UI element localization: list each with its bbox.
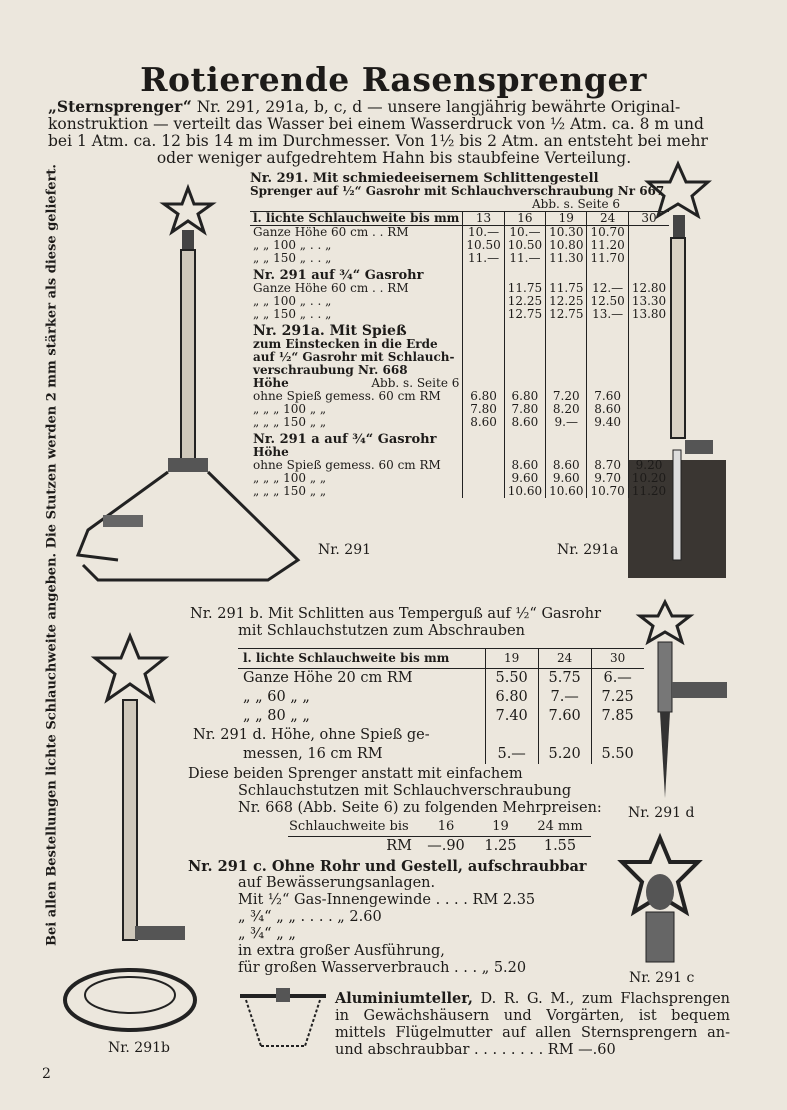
- s291a-title: Nr. 291a. Mit Spieß: [253, 323, 407, 339]
- mehr-table: Schlauchweite bis 16 19 24 mm RM —.90 1.25 1.55: [288, 817, 591, 856]
- table-row: „ „ 150 „ . . „ 12.75 12.75 13.— 13.80: [250, 308, 669, 321]
- mehr-line3: Nr. 668 (Abb. Seite 6) zu folgenden Mehrpreisen:: [238, 800, 602, 816]
- s291c-title: Nr. 291 c. Ohne Rohr und Gestell, aufschraubbar: [188, 858, 587, 875]
- intro-line4: oder weniger aufgedrehtem Hahn bis staubfeine Verteilung.: [156, 149, 632, 167]
- table-row: Ganze Höhe 60 cm . . RM 10.— 10.— 10.30 10.70: [250, 226, 669, 240]
- table-row: ohne Spieß gemess. 60 cm RM 6.80 6.80 7.20 7.60: [250, 390, 669, 403]
- side-note-text: Bei allen Bestellungen lichte Schlauchweite angeben. Die Stutzen werden 2 mm stärker als diese geliefert.: [44, 164, 60, 946]
- s291c-section: Nr. 291 c. Ohne Rohr und Gestell, aufschraubbar auf Bewässerungsanlagen. Mit ½“ Gas-Innengewinde . . . . RM 2.35 „ ¾“ „ „ . . . . „ 2.60 „ ¾“ „ „ in extra großer Ausführung, für großen Wasserverbrauch . . . „ 5.20: [188, 858, 587, 976]
- intro-line1: Nr. 291, 291a, b, c, d — unsere langjährig bewährte Original-: [191, 98, 681, 116]
- intro-line2: konstruktion — verteilt das Wasser bei einem Wasserdruck von ½ Atm. ca. 8 m und: [48, 115, 704, 133]
- table-291-section: [250, 172, 669, 498]
- page-title: Rotierende Rasensprenger: [140, 60, 647, 99]
- col-header: 13: [463, 212, 504, 226]
- table-row: messen, 16 cm RM 5.— 5.20 5.50: [238, 745, 644, 764]
- table-row: „ „ 100 „ . . „ 12.25 12.25 12.50 13.30: [250, 295, 669, 308]
- mehr-line2: Schlauchstutzen mit Schlauchverschraubung: [238, 783, 572, 799]
- aluminium-text: [335, 990, 730, 1059]
- intro-line3: bei 1 Atm. ca. 12 bis 14 m im Durchmesser. Von 1½ bis 2 Atm. an entsteht bei mehr: [48, 132, 708, 150]
- sprinkler-291d-illustration: [620, 598, 730, 803]
- s291b-line1: Nr. 291 b. Mit Schlitten aus Temperguß auf ½“ Gasrohr: [190, 606, 602, 622]
- s291a-line: zum Einstecken in die Erde: [253, 337, 438, 351]
- table-row: Ganze Höhe 20 cm RM 5.50 5.75 6.—: [238, 669, 644, 689]
- s291a-ref: Abb. s. Seite 6: [371, 376, 460, 390]
- s291a2-hoehe: Höhe: [253, 445, 289, 459]
- figure-291d-caption: Nr. 291 d: [628, 805, 695, 821]
- sprinkler-291b-illustration: [55, 630, 205, 1035]
- price-table-291b: [193, 648, 644, 764]
- s291-ref: Abb. s. Seite 6: [532, 197, 620, 211]
- s291a-line: verschraubung Nr. 668: [253, 363, 408, 377]
- s291-title2: Mit schmiedeeisernem Schlittengestell: [308, 171, 599, 186]
- figure-291-caption: Nr. 291: [318, 542, 372, 558]
- table-row: „ „ „ 100 „ „ 9.60 9.60 9.70 10.20: [250, 472, 669, 485]
- col-header: 30: [591, 649, 644, 669]
- page-number: 2: [42, 1066, 51, 1082]
- table-row: „ „ „ 100 „ „ 7.80 7.80 8.20 8.60: [250, 403, 669, 416]
- table-header-label: l. lichte Schlauchweite bis mm: [238, 649, 485, 669]
- figure-291c-caption: Nr. 291 c: [629, 970, 695, 986]
- table-row: „ „ 60 „ „ 6.80 7.— 7.25: [238, 688, 644, 707]
- table-row: „ „ „ 150 „ „ 10.60 10.60 10.70 11.20: [250, 485, 669, 498]
- sprinkler-291c-illustration: [598, 832, 723, 967]
- table-row: „ „ „ 150 „ „ 8.60 8.60 9.— 9.40: [250, 416, 669, 429]
- col-header: 24: [538, 649, 591, 669]
- s291b-heading: [190, 606, 601, 640]
- col-header: 30: [628, 212, 669, 226]
- s291b-line2: mit Schlauchstutzen zum Abschrauben: [238, 623, 526, 639]
- s291a2-title: Nr. 291 a auf ¾“ Gasrohr: [253, 432, 437, 447]
- col-header: 24: [587, 212, 628, 226]
- table-row: „ „ 150 „ . . „ 11.— 11.— 11.30 11.70: [250, 252, 669, 265]
- mehrpreise-section: [188, 766, 602, 856]
- aluminium-plate-illustration: [236, 986, 330, 1056]
- alu-bold: Aluminiumteller,: [335, 990, 473, 1007]
- table-row: ohne Spieß gemess. 60 cm RM 8.60 8.60 8.70 9.20: [250, 459, 669, 472]
- alu-text: D. R. G. M., zum Flachsprengen in Gewächshäusern und Vorgärten, ist bequem mittels Flügelmutter auf allen Sternsprengern an- und abschraubbar . . . . . . . . RM —.60: [335, 991, 730, 1058]
- col-header: 16: [504, 212, 545, 226]
- price-table-291: [250, 211, 669, 498]
- figure-291b-caption: Nr. 291b: [108, 1040, 170, 1056]
- s291a-line: auf ½“ Gasrohr mit Schlauch-: [253, 350, 455, 364]
- intro-lead: „Sternsprenger“: [48, 97, 192, 116]
- s291-title: Nr. 291.: [250, 171, 309, 186]
- intro-text: [48, 98, 740, 167]
- figure-291a-caption: Nr. 291a: [557, 542, 619, 558]
- table-row: Nr. 291 d. Höhe, ohne Spieß ge-: [238, 726, 644, 745]
- table-header-label: l. lichte Schlauchweite bis mm: [250, 212, 463, 226]
- col-header: 19: [485, 649, 538, 669]
- col-header: 19: [546, 212, 587, 226]
- s291-sub: Sprenger auf ½“ Gasrohr mit Schlauchverschraubung Nr 667: [250, 184, 665, 198]
- mehr-line1: Diese beiden Sprenger anstatt mit einfachem: [188, 766, 523, 782]
- table-row: Ganze Höhe 60 cm . . RM 11.75 11.75 12.— 12.80: [250, 282, 669, 295]
- table-row: „ „ 100 „ . . „ 10.50 10.50 10.80 11.20: [250, 239, 669, 252]
- s291-b-title: Nr. 291 auf ¾“ Gasrohr: [253, 268, 424, 283]
- s291a-hoehe: Höhe: [253, 376, 289, 390]
- table-row: „ „ 80 „ „ 7.40 7.60 7.85: [238, 707, 644, 726]
